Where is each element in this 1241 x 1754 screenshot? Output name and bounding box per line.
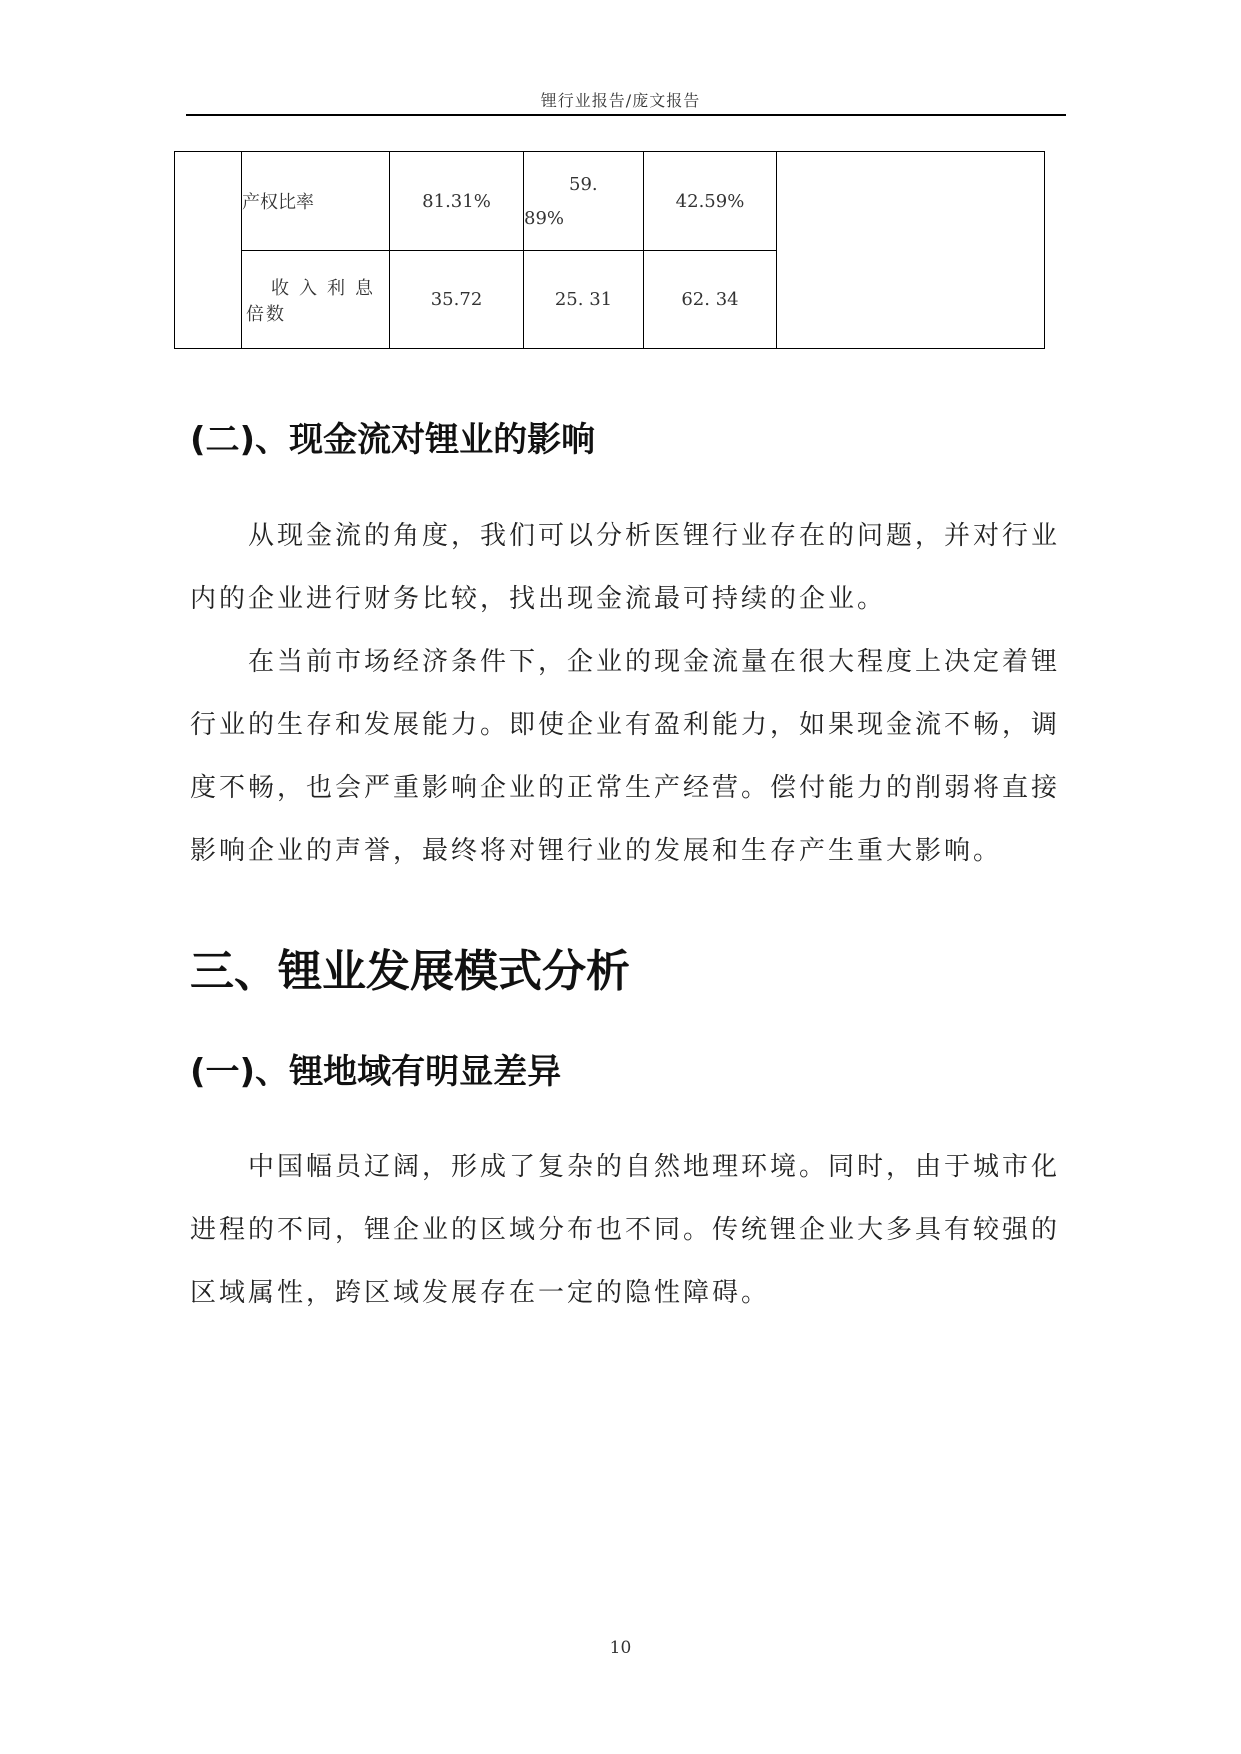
table-cell-value: 25. 31 — [524, 251, 644, 349]
split-value-bottom: 89% — [524, 208, 565, 229]
chapter-heading: 三、锂业发展模式分析 — [190, 946, 630, 997]
table-cell-value: 81.31% — [390, 152, 524, 251]
equity-ratio-label: 产权比率 — [242, 192, 314, 213]
table-cell-label — [242, 251, 390, 349]
interest-coverage-label-line2: 倍数 — [246, 303, 286, 325]
table-cell-value: 42.59% — [644, 152, 777, 251]
paragraph: 从现金流的角度，我们可以分析医锂行业存在的问题，并对行业内的企业进行财务比较，找出现金流最可持续的企业。 — [190, 521, 1061, 614]
section-heading-region: (一)、锂地域有明显差异 — [190, 1052, 562, 1092]
header-rule — [186, 114, 1066, 116]
split-value-top: 59. — [569, 174, 598, 195]
table-row — [175, 152, 1045, 251]
table-cell-value — [524, 152, 644, 251]
paragraph: 在当前市场经济条件下，企业的现金流量在很大程度上决定着锂行业的生存和发展能力。即使企业有盈利能力，如果现金流不畅，调度不畅，也会严重影响企业的正常生产经营。偿付能力的削弱将直接影响企业的声誉，最终将对锂行业的发展和生存产生重大影响。 — [190, 647, 1061, 866]
financial-ratio-table — [174, 151, 1045, 349]
paragraph: 中国幅员辽阔，形成了复杂的自然地理环境。同时，由于城市化进程的不同，锂企业的区域分布也不同。传统锂企业大多具有较强的区域属性，跨区域发展存在一定的隐性障碍。 — [190, 1152, 1061, 1308]
table-cell-label — [242, 152, 390, 251]
table-cell-value: 62. 34 — [644, 251, 777, 349]
page-number: 10 — [609, 1638, 632, 1658]
table-cell-blank — [175, 152, 242, 349]
section-heading-cashflow: (二)、现金流对锂业的影响 — [190, 420, 596, 460]
table-cell-blank — [777, 152, 1045, 349]
table-cell-value: 35.72 — [390, 251, 524, 349]
interest-coverage-label-line1: 收入利息 — [271, 277, 383, 299]
page-header: 锂行业报告/庞文报告 — [540, 91, 701, 110]
